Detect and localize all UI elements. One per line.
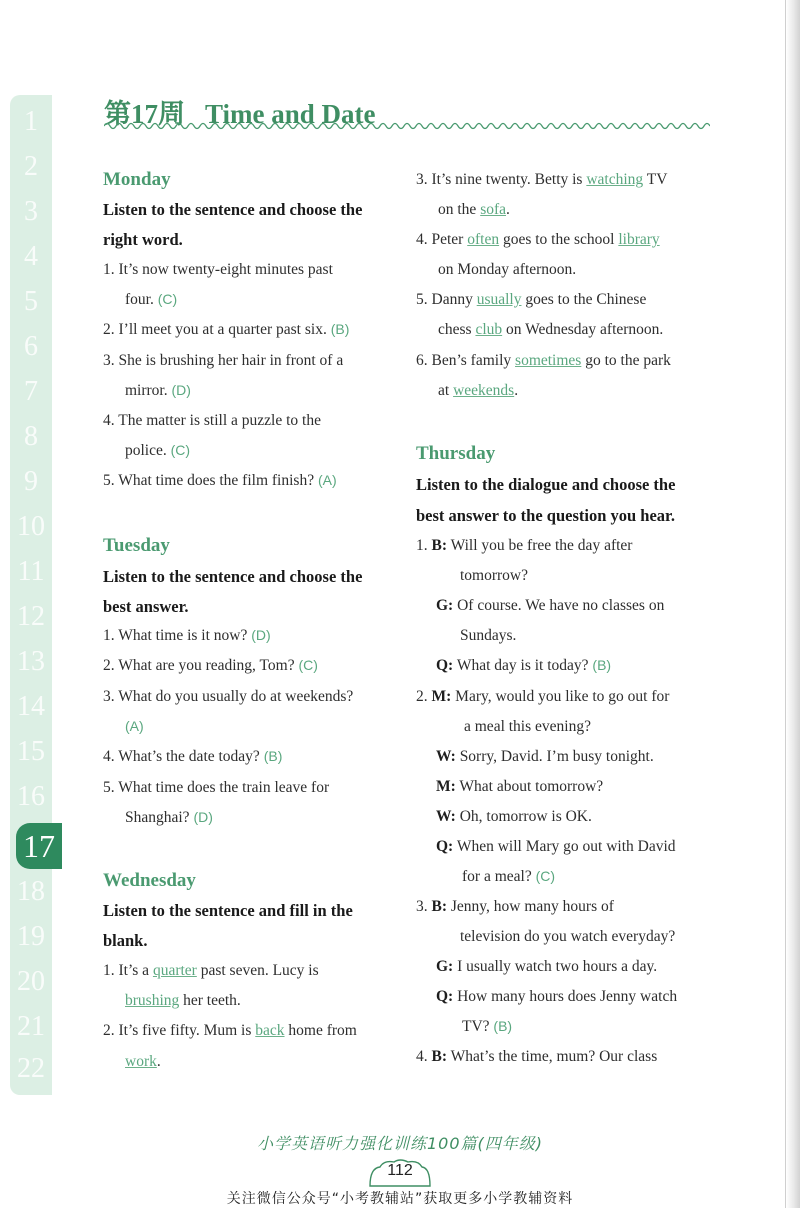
answer-label: (B) <box>263 748 283 764</box>
fill-answer: quarter <box>152 962 197 979</box>
tuesday-q3-cont <box>125 718 144 736</box>
thursday-dialogue-line: Q: How many hours does Jenny watch <box>436 988 678 1005</box>
speaker-label: W: <box>436 808 456 825</box>
week-tab-5: 5 <box>24 286 38 317</box>
thursday-dialogue-line: Q: What day is it today? (B) <box>436 657 612 674</box>
tuesday-q4: 4. What’s the date today? (B) <box>103 748 283 765</box>
answer-label: (A) <box>317 472 337 488</box>
tuesday-q5: 5. What time does the train leave for <box>103 779 330 796</box>
wednesday-q6-cont: at weekends. <box>438 382 519 399</box>
fill-answer: weekends <box>453 382 515 399</box>
page-number: 112 <box>387 1162 413 1179</box>
fill-answer: library <box>618 231 660 248</box>
week-tab-9: 9 <box>24 466 38 497</box>
thursday-dialogue-line: 1. B: Will you be free the day after <box>416 537 633 554</box>
thursday-dialogue-line: tomorrow? <box>460 567 529 584</box>
thursday-dialogue-line: a meal this evening? <box>464 718 591 735</box>
wednesday-q5: 5. Danny usually goes to the Chinese <box>416 291 647 308</box>
wednesday-q5-cont: chess club on Wednesday afternoon. <box>438 321 664 338</box>
monday-q1-cont: four. (C) <box>125 291 178 308</box>
answer-label: (D) <box>171 382 191 398</box>
book-title-footer: 小学英语听力强化训练100篇(四年级) <box>256 1134 544 1153</box>
wednesday-q4-cont: on Monday afternoon. <box>438 261 577 278</box>
week-tab-15: 15 <box>17 736 45 767</box>
tuesday-instruction-line2: best answer. <box>103 597 189 616</box>
wednesday-q1-cont: brushing her teeth. <box>125 992 241 1009</box>
thursday-dialogue-line: Sundays. <box>460 627 517 644</box>
monday-q4-cont: police. (C) <box>125 442 191 459</box>
week-tab-17-current: 17 <box>16 823 62 869</box>
thursday-dialogue-line: Q: When will Mary go out with David <box>436 838 676 855</box>
speaker-label: B: <box>431 537 447 554</box>
wednesday-q3: 3. It’s nine twenty. Betty is watching TV <box>416 171 668 188</box>
thursday-dialogue-line: W: Sorry, David. I’m busy tonight. <box>436 748 654 765</box>
thursday-title: Thursday <box>416 443 496 464</box>
week-tab-21: 21 <box>17 1011 45 1042</box>
week-tab-14: 14 <box>17 691 45 722</box>
answer-label: (D) <box>251 627 271 643</box>
monday-q5: 5. What time does the film finish? (A) <box>103 472 337 489</box>
thursday-dialogue-line: 2. M: Mary, would you like to go out for <box>416 688 670 705</box>
tuesday-q1: 1. What time is it now? (D) <box>103 627 271 644</box>
monday-q3: 3. She is brushing her hair in front of a <box>103 352 344 369</box>
wednesday-instruction-line1: Listen to the sentence and fill in the <box>103 901 353 920</box>
answer-label: (B) <box>330 321 350 337</box>
fill-answer: watching <box>586 171 644 188</box>
wednesday-q2: 2. It’s five fifty. Mum is back home from <box>103 1022 357 1039</box>
wednesday-q4: 4. Peter often goes to the school library <box>416 231 660 248</box>
speaker-label: G: <box>436 958 454 975</box>
week-tab-3: 3 <box>24 196 38 227</box>
week-tab-10: 10 <box>17 511 45 542</box>
fill-answer: sometimes <box>515 352 582 369</box>
tuesday-instruction-line1: Listen to the sentence and choose the <box>103 567 363 586</box>
speaker-label: W: <box>436 748 456 765</box>
answer-label: (B) <box>592 657 612 673</box>
answer-label: (D) <box>193 809 213 825</box>
speaker-label: M: <box>436 778 456 795</box>
speaker-label: Q: <box>436 988 454 1005</box>
week-tab-2: 2 <box>24 151 38 182</box>
week-tab-8: 8 <box>24 421 38 452</box>
answer-label: (C) <box>157 291 178 307</box>
thursday-dialogue-line: television do you watch everyday? <box>460 928 676 945</box>
monday-q1: 1. It’s now twenty-eight minutes past <box>103 261 333 278</box>
monday-q3-cont: mirror. (D) <box>125 382 191 399</box>
monday-q2: 2. I’ll meet you at a quarter past six. (B) <box>103 321 350 338</box>
monday-q4: 4. The matter is still a puzzle to the <box>103 412 321 429</box>
title-wave-divider <box>104 120 710 132</box>
thursday-dialogue-line: for a meal? (C) <box>462 868 556 885</box>
fill-answer: work <box>125 1053 157 1070</box>
thursday-dialogue-line: G: Of course. We have no classes on <box>436 597 665 614</box>
week-tab-11: 11 <box>17 556 45 587</box>
week-tab-13: 13 <box>17 646 45 677</box>
thursday-dialogue-line: TV? (B) <box>462 1018 513 1035</box>
wednesday-title: Wednesday <box>103 870 196 891</box>
week-tab-strip <box>10 95 55 1095</box>
topic-title: Time and Date <box>205 99 376 129</box>
speaker-label: B: <box>431 1048 447 1065</box>
monday-instruction-line2: right word. <box>103 230 183 249</box>
fill-answer: often <box>467 231 500 248</box>
thursday-instruction-line2: best answer to the question you hear. <box>416 506 675 525</box>
binding-edge <box>786 0 800 1208</box>
fill-answer: sofa <box>480 201 507 218</box>
wednesday-instruction-line2: blank. <box>103 931 148 950</box>
week-tab-18: 18 <box>17 876 45 907</box>
tuesday-q3: 3. What do you usually do at weekends? <box>103 688 354 705</box>
monday-instruction-line1: Listen to the sentence and choose the <box>103 200 363 219</box>
week-tab-12: 12 <box>17 601 45 632</box>
week-tab-19: 19 <box>17 921 45 952</box>
footer-note: 关注微信公众号“小考教辅站”获取更多小学教辅资料 <box>226 1191 574 1207</box>
speaker-label: B: <box>431 898 447 915</box>
week-tab-1: 1 <box>24 106 38 137</box>
answer-label: (C) <box>298 657 318 673</box>
fill-answer: club <box>475 321 503 338</box>
monday-title: Monday <box>103 169 171 190</box>
thursday-instruction-line1: Listen to the dialogue and choose the <box>416 475 676 494</box>
week-label: 第17周 <box>104 99 185 129</box>
answer-label: (B) <box>493 1018 513 1034</box>
week-tab-6: 6 <box>24 331 38 362</box>
thursday-dialogue-line: W: Oh, tomorrow is OK. <box>436 808 592 825</box>
thursday-dialogue-line: 3. B: Jenny, how many hours of <box>416 898 614 915</box>
week-tab-7: 7 <box>24 376 38 407</box>
speaker-label: G: <box>436 597 454 614</box>
thursday-dialogue-line: M: What about tomorrow? <box>436 778 604 795</box>
speaker-label: Q: <box>436 838 454 855</box>
week-tab-4: 4 <box>24 241 38 272</box>
week-tab-22: 22 <box>17 1053 45 1084</box>
wednesday-q2-cont: work. <box>125 1053 161 1070</box>
binding-line <box>785 0 786 1208</box>
answer-label: (A) <box>125 718 144 734</box>
thursday-dialogue-line: 4. B: What’s the time, mum? Our class <box>416 1048 658 1065</box>
tuesday-q2: 2. What are you reading, Tom? (C) <box>103 657 318 674</box>
fill-answer: back <box>255 1022 285 1039</box>
week-tab-16: 16 <box>17 781 45 812</box>
tuesday-q5-cont: Shanghai? (D) <box>125 809 213 826</box>
wednesday-q6: 6. Ben’s family sometimes go to the park <box>416 352 671 369</box>
thursday-dialogue-line: G: I usually watch two hours a day. <box>436 958 658 975</box>
fill-answer: brushing <box>125 992 180 1009</box>
speaker-label: M: <box>431 688 452 705</box>
wednesday-q3-cont: on the sofa. <box>438 201 510 218</box>
week-tab-20: 20 <box>17 966 45 997</box>
fill-answer: usually <box>476 291 522 308</box>
speaker-label: Q: <box>436 657 454 674</box>
wednesday-q1: 1. It’s a quarter past seven. Lucy is <box>103 962 319 979</box>
answer-label: (C) <box>170 442 191 458</box>
tuesday-title: Tuesday <box>103 535 170 556</box>
answer-label: (C) <box>535 868 556 884</box>
